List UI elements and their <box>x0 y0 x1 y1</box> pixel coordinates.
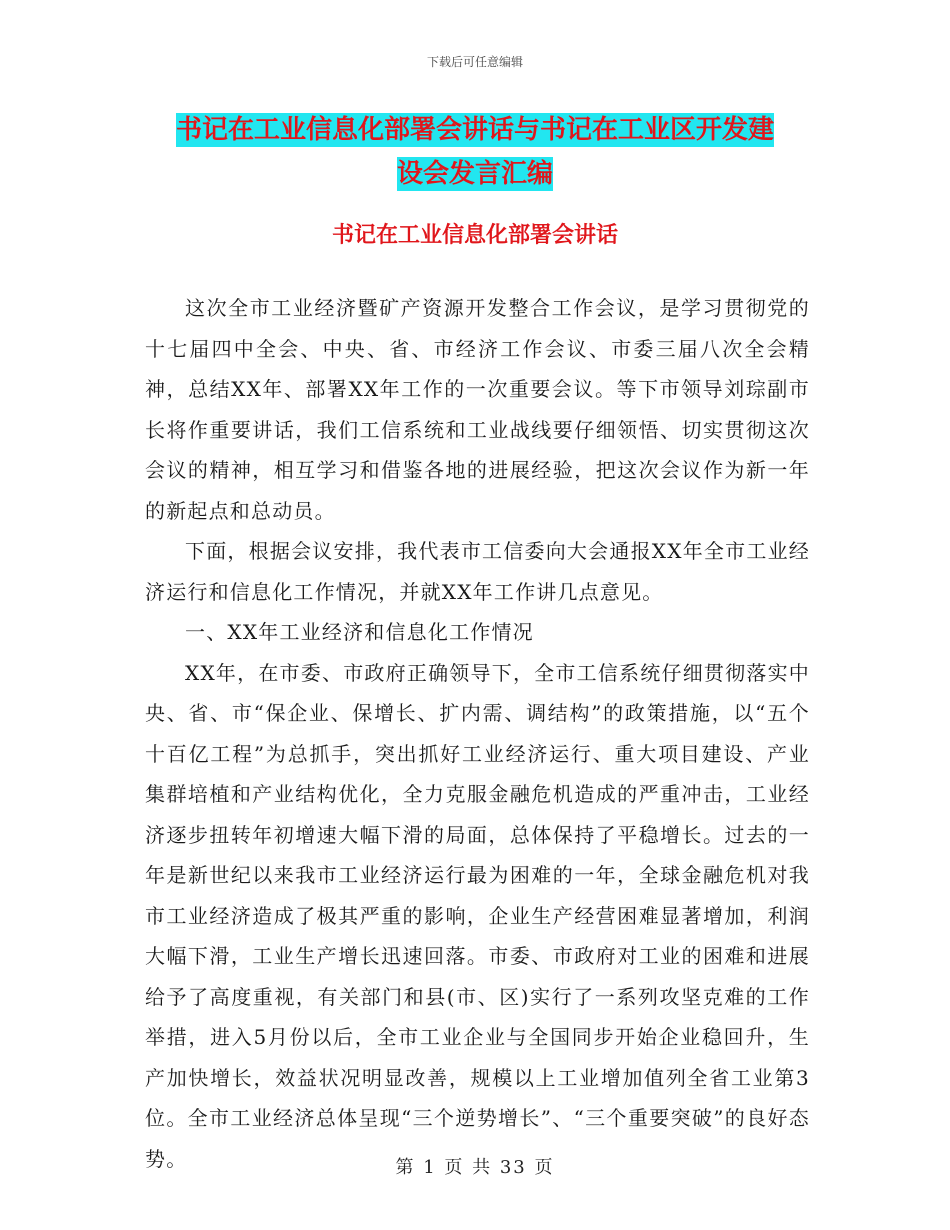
document-body <box>145 288 810 1179</box>
section-heading: 一、XX年工业经济和信息化工作情况 <box>185 620 534 644</box>
page-number: 第 1 页 共 33 页 <box>395 1157 555 1178</box>
section-title: 书记在工业信息化部署会讲话 <box>331 223 618 248</box>
page-header-note: 下载后可任意编辑 <box>426 55 523 69</box>
document-title-line-1: 书记在工业信息化部署会讲话与书记在工业区开发建 <box>175 115 774 145</box>
paragraph: 下面，根据会议安排，我代表市工信委向大会通报XX年全市工业经济运行和信息化工作情况，并就XX年工作讲几点意见。 <box>145 539 810 604</box>
paragraph: 这次全市工业经济暨矿产资源开发整合工作会议，是学习贯彻党的十七届四中全会、中央、省、市经济工作会议、市委三届八次全会精神，总结XX年、部署XX年工作的一次重要会议。等下市领导刘琮副市长将作重要讲话，我们工信系统和工业战线要仔细领悟、切实贯彻这次会议的精神，相互学习和借鉴各地的进展经验，把这次会议作为新一年的新起点和总动员。 <box>145 296 810 523</box>
document-title <box>120 108 830 196</box>
document-title-line-2: 设会发言汇编 <box>396 159 553 189</box>
paragraph: XX年，在市委、市政府正确领导下，全市工信系统仔细贯彻落实中央、省、市“保企业、保增长、扩内需、调结构”的政策措施，以“五个十百亿工程”为总抓手，突出抓好工业经济运行、重大项目建设、产业集群培植和产业结构优化，全力克服金融危机造成的严重冲击，工业经济逐步扭转年初增速大幅下滑的局面，总体保持了平稳增长。过去的一年是新世纪以来我市工业经济运行最为困难的一年，全球金融危机对我市工业经济造成了极其严重的影响，企业生产经营困难显著增加，利润大幅下滑，工业生产增长迅速回落。市委、市政府对工业的困难和进展给予了高度重视，有关部门和县(市、区)实行了一系列攻坚克难的工作举措，进入5月份以后，全市工业企业与全国同步开始企业稳回升，生产加快增长，效益状况明显改善，规模以上工业增加值列全省工业第3位。全市工业经济总体呈现“三个逆势增长”、“三个重要突破”的良好态势。 <box>145 660 810 1171</box>
